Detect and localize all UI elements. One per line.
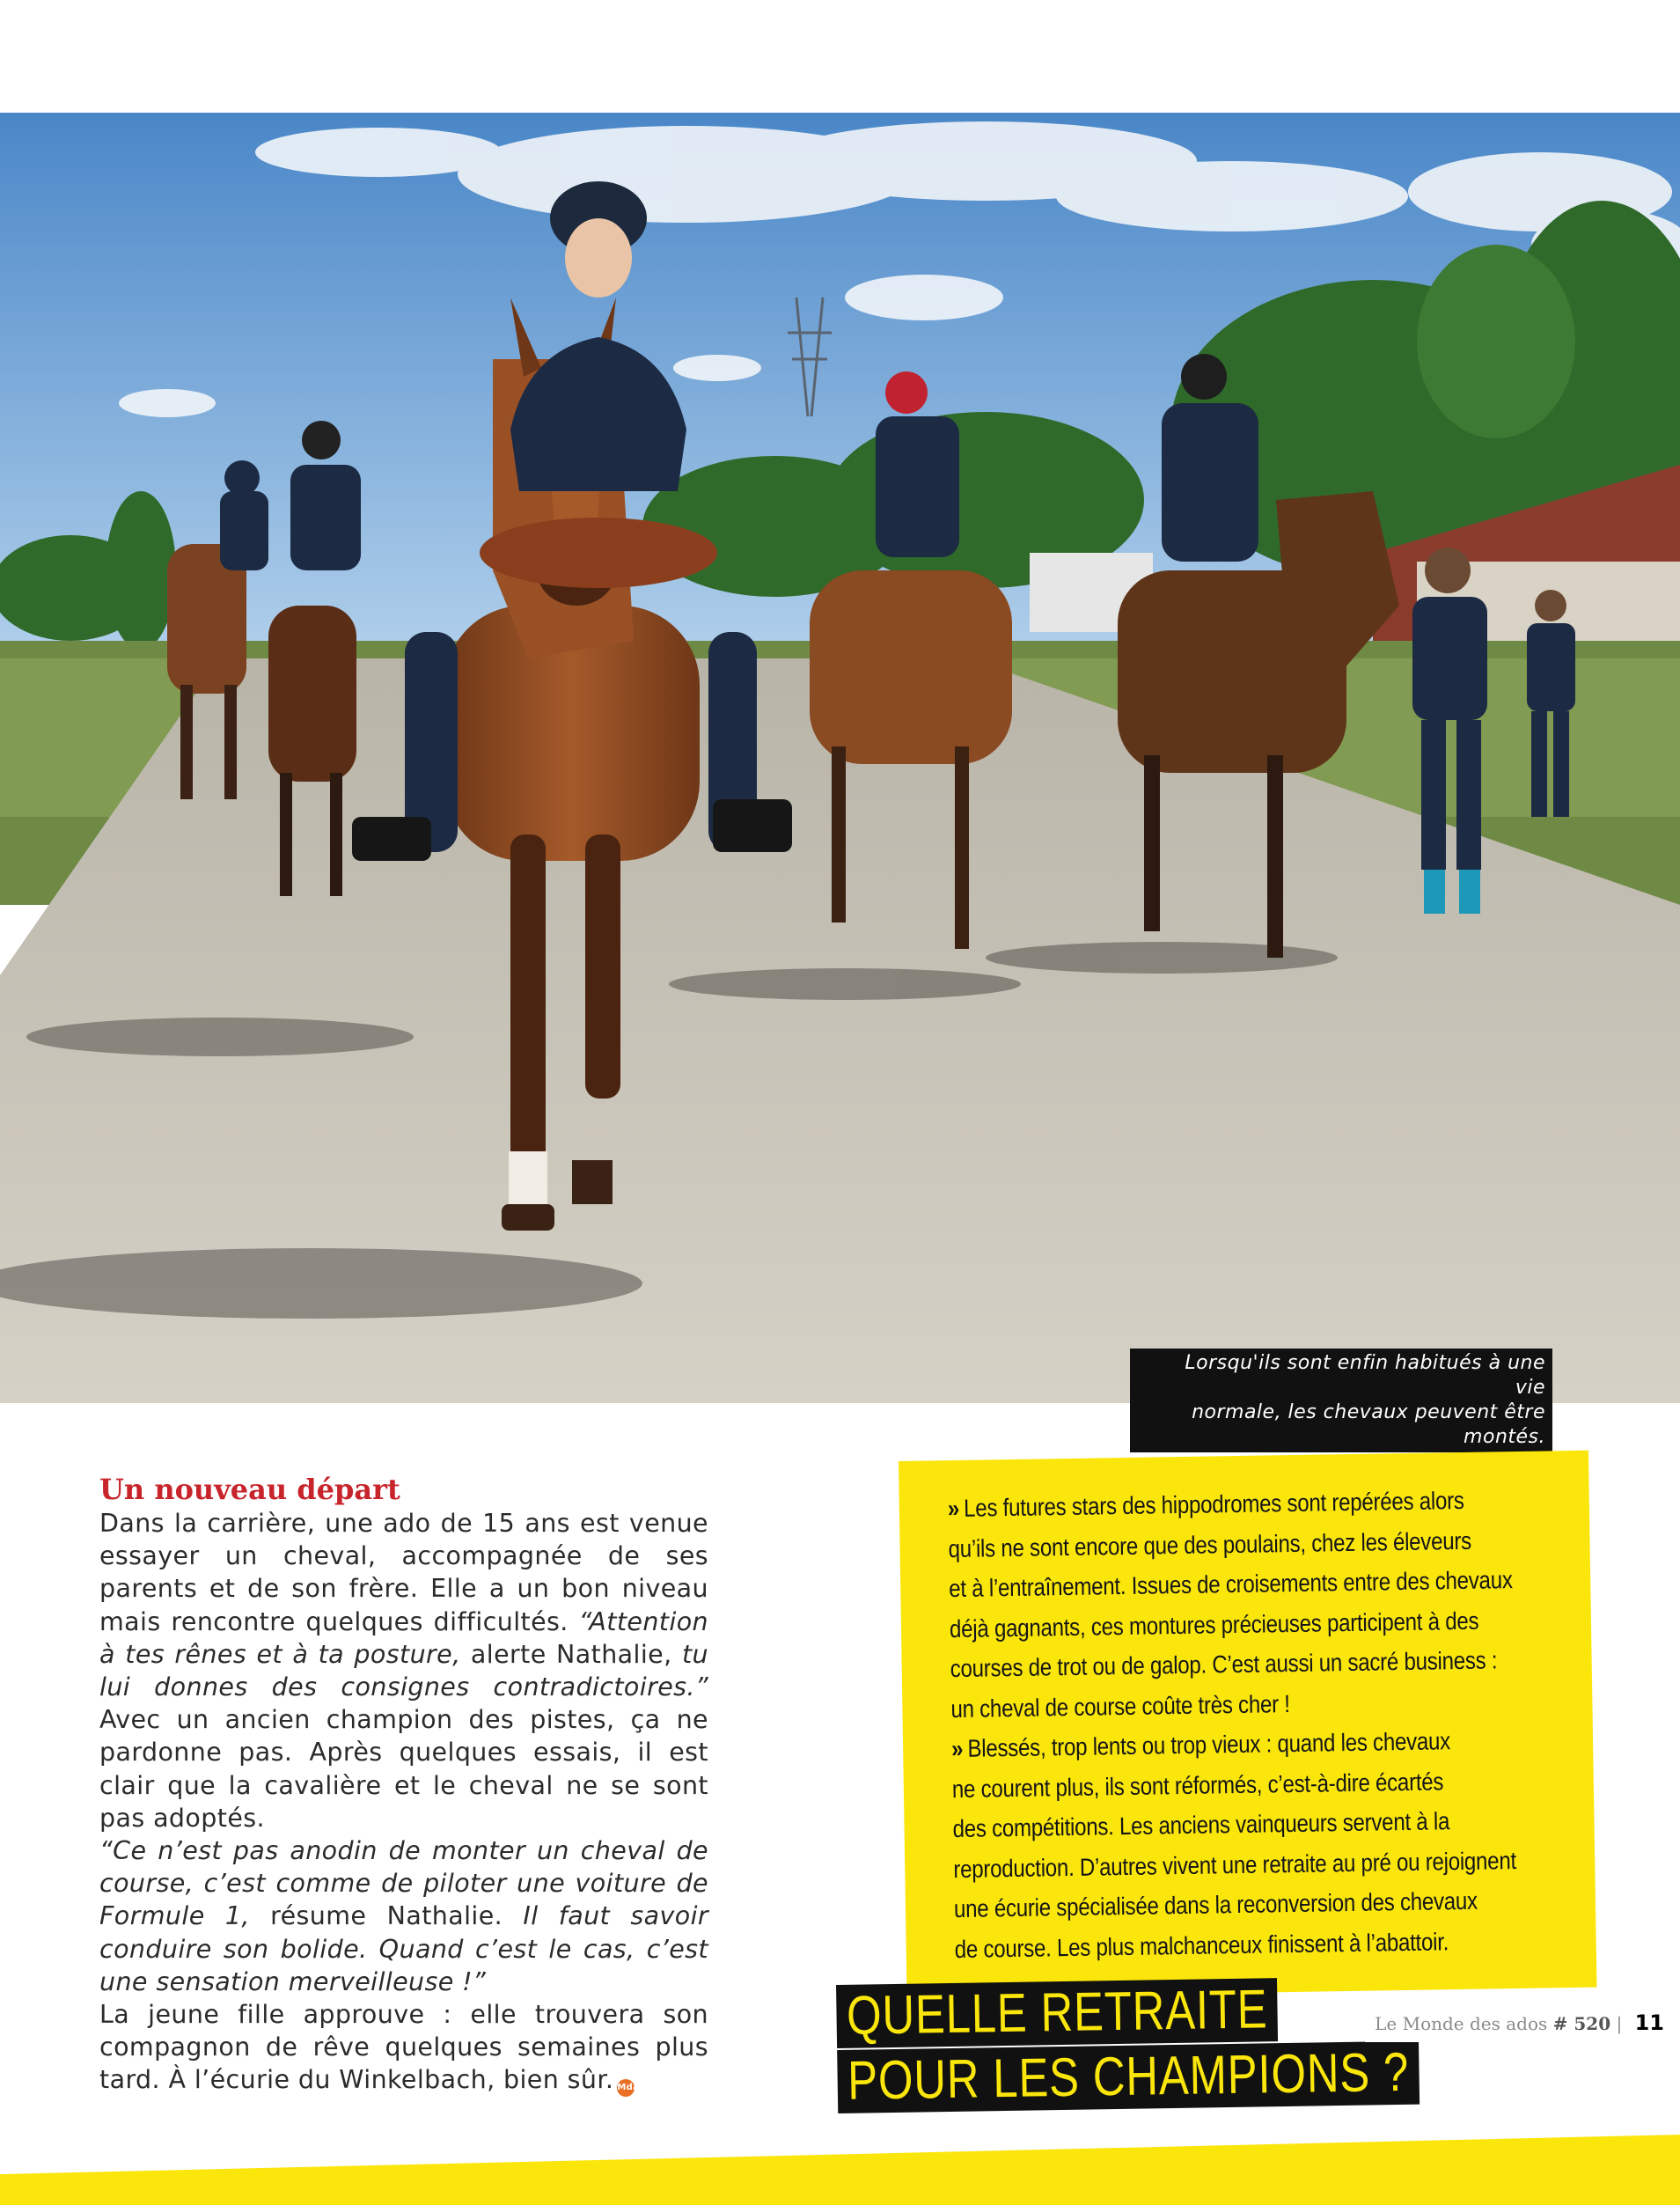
box-line: des compétitions. Les anciens vainqueurs servent à la bbox=[952, 1807, 1450, 1843]
text-run: alerte Nathalie, bbox=[460, 1639, 682, 1669]
folio-separator: | bbox=[1616, 2013, 1623, 2034]
article-body bbox=[99, 1472, 708, 2097]
box-paragraph-2 bbox=[950, 1721, 1517, 1969]
box-line: qu’ils ne sont encore que des poulains, chez les éleveurs bbox=[948, 1526, 1472, 1562]
box-title-line-1: QUELLE RETRAITE bbox=[836, 1978, 1278, 2048]
box-paragraph-1 bbox=[947, 1481, 1513, 1729]
section-heading: Un nouveau départ bbox=[99, 1473, 400, 1506]
box-line-text: Blessés, trop lents ou trop vieux : quand les chevaux bbox=[967, 1727, 1451, 1762]
quote-run: Il faut savoir conduire son bolide. Quand c’est le cas, c’est une sensation merveilleuse !” bbox=[99, 1901, 709, 1996]
box-line: déjà gagnants, ces montures précieuses participent à des bbox=[949, 1606, 1479, 1643]
page-folio bbox=[1365, 2003, 1664, 2042]
page-number: 11 bbox=[1634, 2010, 1664, 2035]
chevron-icon: » bbox=[947, 1494, 960, 1523]
paragraph-3 bbox=[99, 1998, 708, 2097]
quote-run: “Ce n’est pas anodin de monter un cheval de course, c’est comme de piloter une voiture de Formule 1, bbox=[99, 1836, 708, 1931]
text-run: Avec un ancien champion des pistes, ça ne pardonne pas. Après quelques essais, il est clair que la cavalière et le cheval ne se sont pas adoptés. bbox=[99, 1705, 708, 1833]
chevron-icon: » bbox=[950, 1734, 964, 1763]
issue-number: # 520 bbox=[1552, 2013, 1611, 2034]
text-run: La jeune fille approuve : elle trouvera son compagnon de rêve quelques semaines plus tard. À l’écurie du Winkelbach, bien sûr. bbox=[99, 2000, 708, 2095]
box-line: ne courent plus, ils sont réformés, c’est-à-dire écartés bbox=[951, 1767, 1444, 1803]
sidebar-box bbox=[899, 1451, 1596, 1998]
box-title bbox=[836, 1973, 1547, 2113]
text-run: Dans la carrière, une ado de 15 ans est venue essayer un cheval, accompagnée de ses parents et de son frère. Elle a un bon niveau mais rencontre quelques difficultés. bbox=[99, 1509, 708, 1636]
end-mark-logo: Mda bbox=[617, 2079, 635, 2097]
paragraph-2 bbox=[99, 1834, 708, 1998]
quote-run: tu lui donnes des consignes contradictoires.” bbox=[99, 1639, 708, 1702]
box-line: reproduction. D’autres vivent une retraite au pré ou rejoignent bbox=[953, 1846, 1517, 1883]
box-line: courses de trot ou de galop. C’est aussi un sacré business : bbox=[950, 1646, 1498, 1683]
box-line: un cheval de course coûte très cher ! bbox=[950, 1689, 1290, 1723]
box-line: de course. Les plus malchanceux finissent à l’abattoir. bbox=[954, 1927, 1449, 1963]
caption-line: Lorsqu'ils sont enfin habitués à une vie bbox=[1185, 1352, 1545, 1399]
quote-run: “Attention à tes rênes et à ta posture, bbox=[99, 1606, 708, 1669]
paragraph-1 bbox=[99, 1507, 708, 1834]
magazine-name: Le Monde des ados bbox=[1375, 2013, 1548, 2034]
footer-band bbox=[0, 2135, 1680, 2205]
hero-photo bbox=[0, 113, 1680, 1403]
text-run: résume Nathalie. bbox=[249, 1901, 524, 1931]
box-title-line-2: POUR LES CHAMPIONS ? bbox=[837, 2041, 1420, 2113]
box-line-text: Les futures stars des hippodromes sont repérées alors bbox=[963, 1486, 1464, 1522]
caption-line: normale, les chevaux peuvent être montés. bbox=[1192, 1401, 1545, 1448]
photo-caption bbox=[1130, 1349, 1552, 1452]
box-line: une écurie spécialisée dans la reconversion des chevaux bbox=[953, 1886, 1478, 1923]
box-line: et à l’entraînement. Issues de croisements entre des chevaux bbox=[949, 1566, 1513, 1603]
